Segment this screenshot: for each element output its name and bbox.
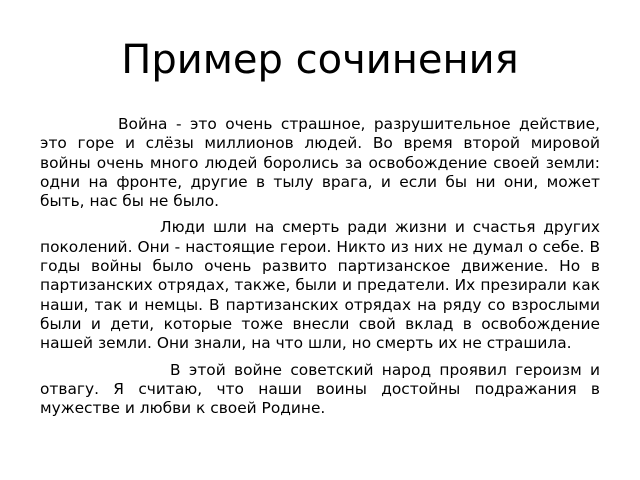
essay-paragraph-1: Война - это очень страшное, разрушительное действие, это горе и слёзы миллионов людей. Во время второй мировой войны очень много людей боролись за освобождение своей земли: одни на фронте, другие в тылу врага, и если бы ни они, может быть, нас бы не было. [40,115,600,211]
essay-body [40,115,600,425]
essay-paragraph-3: В этой войне советский народ проявил героизм и отвагу. Я считаю, что наши воины достойны подражания в мужестве и любви к своей Родине. [40,360,600,418]
slide-title: Пример сочинения [121,37,519,83]
essay-paragraph-2: Люди шли на смерть ради жизни и счастья других поколений. Они - настоящие герои. Никто из них не думал о себе. В годы войны было очень развито партизанское движение. Но в партизанских отрядах, также, были и предатели. Их презирали как наши, так и немцы. В партизанских отрядах на ряду со взрослыми были и дети, которые тоже внесли свой вклад в освобождение нашей земли. Они знали, на что шли, но смерть их не страшила. [40,218,600,353]
